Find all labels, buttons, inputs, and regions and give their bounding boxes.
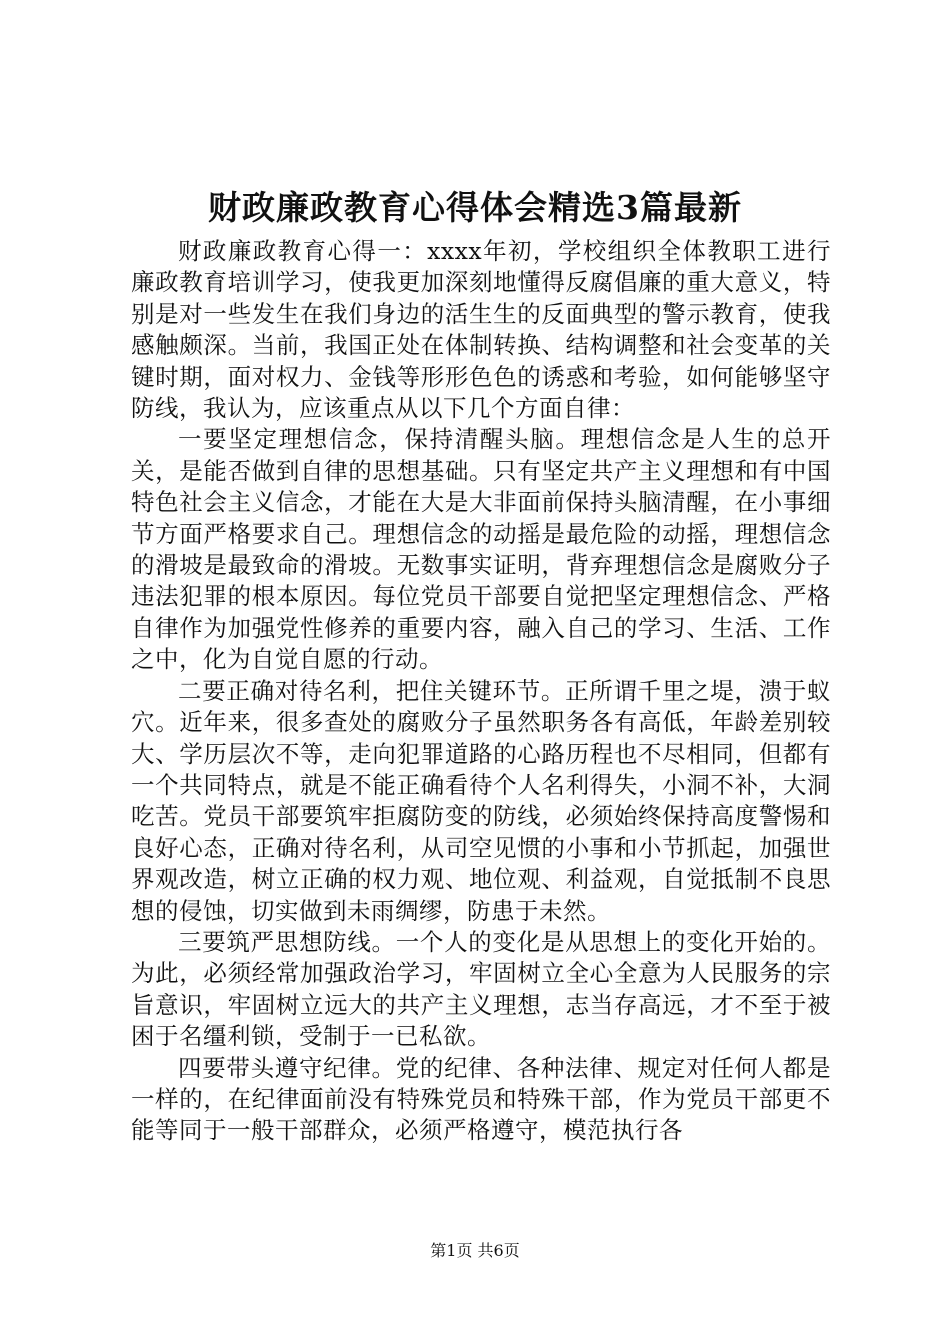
document-body	[131, 236, 831, 1147]
paragraph-point-one: 一要坚定理想信念，保持清醒头脑。理想信念是人生的总开关，是能否做到自律的思想基础。只有坚定共产主义理想和有中国特色社会主义信念，才能在大是大非面前保持头脑清醒，在小事细节方面严格要求自己。理想信念的动摇是最危险的动摇，理想信念的滑坡是最致命的滑坡。无数事实证明，背弃理想信念是腐败分子违法犯罪的根本原因。每位党员干部要自觉把坚定理想信念、严格自律作为加强党性修养的重要内容，融入自己的学习、生活、工作之中，化为自觉自愿的行动。	[131, 425, 831, 674]
page-number-footer: 第1页 共6页	[430, 1241, 520, 1260]
paragraph-point-two: 二要正确对待名利，把住关键环节。正所谓千里之堤，溃于蚁穴。近年来，很多查处的腐败分子虽然职务各有高低，年龄差别较大、学历层次不等，走向犯罪道路的心路历程也不尽相同，但都有一个共同特点，就是不能正确看待个人名利得失，小洞不补，大洞吃苦。党员干部要筑牢拒腐防变的防线，必须始终保持高度警惕和良好心态，正确对待名利，从司空见惯的小事和小节抓起，加强世界观改造，树立正确的权力观、地位观、利益观，自觉抵制不良思想的侵蚀，切实做到未雨绸缪，防患于未然。	[131, 676, 831, 925]
paragraph-point-three: 三要筑严思想防线。一个人的变化是从思想上的变化开始的。为此，必须经常加强政治学习，牢固树立全心全意为人民服务的宗旨意识，牢固树立远大的共产主义理想，志当存高远，才不至于被困于名缰利锁，受制于一已私欲。	[131, 927, 831, 1051]
document-title: 财政廉政教育心得体会精选3篇最新	[208, 188, 742, 227]
paragraph-point-four: 四要带头遵守纪律。党的纪律、各种法律、规定对任何人都是一样的，在纪律面前没有特殊党员和特殊干部，作为党员干部更不能等同于一般干部群众，必须严格遵守，模范执行各	[131, 1053, 831, 1145]
paragraph-intro: 财政廉政教育心得一：xxxx年初，学校组织全体教职工进行廉政教育培训学习，使我更加深刻地懂得反腐倡廉的重大意义，特别是对一些发生在我们身边的活生生的反面典型的警示教育，使我感触颇深。当前，我国正处在体制转换、结构调整和社会变革的关键时期，面对权力、金钱等形形色色的诱惑和考验，如何能够坚守防线，我认为，应该重点从以下几个方面自律：	[131, 237, 831, 423]
